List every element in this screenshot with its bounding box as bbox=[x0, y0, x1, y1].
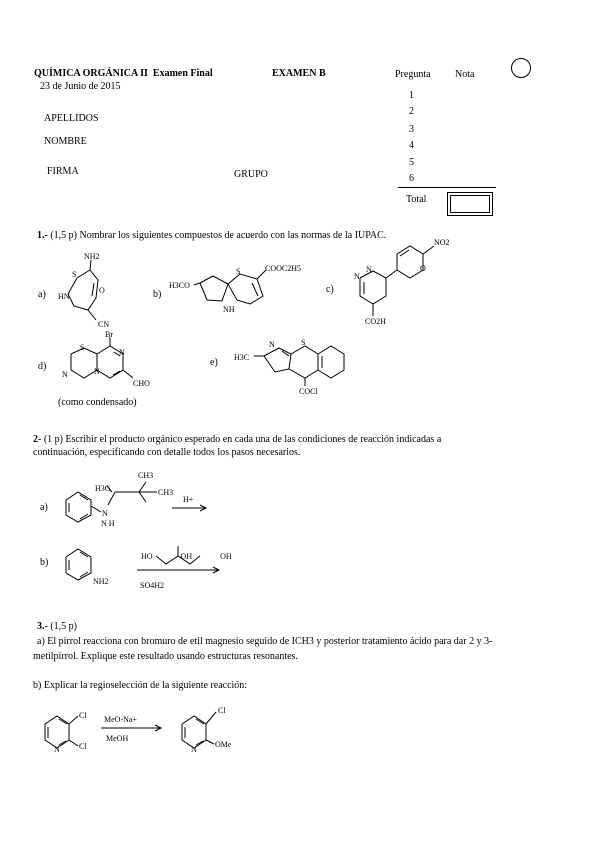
score-row: 6 bbox=[409, 173, 414, 184]
atom-label: Cl bbox=[218, 706, 226, 715]
atom-label: N bbox=[191, 745, 197, 754]
atom-label: CH3 bbox=[138, 471, 154, 480]
atom-label: CHO bbox=[133, 379, 150, 388]
atom-label: H3C bbox=[95, 484, 111, 493]
q1-d-note: (como condensado) bbox=[58, 397, 137, 408]
q1-label-e: e) bbox=[210, 357, 218, 368]
score-col-grade: Nota bbox=[455, 69, 475, 80]
q3-a-line2: metilpirrol. Explique este resultado usando estructuras resonantes. bbox=[33, 651, 298, 662]
q1-label-c: c) bbox=[326, 284, 334, 295]
reagent-h-plus: H+ bbox=[183, 495, 194, 504]
struct-b-thiane bbox=[228, 274, 263, 304]
reagent-methoxide: MeO-Na+ bbox=[104, 715, 137, 724]
atom-label: CN bbox=[98, 320, 110, 329]
q3-statement: 3.- (1,5 p) bbox=[37, 621, 78, 632]
struct-e-middle bbox=[289, 346, 318, 378]
atom-label: NH bbox=[223, 305, 235, 314]
atom-label: CH3 bbox=[158, 488, 174, 497]
atom-label: S bbox=[72, 270, 77, 279]
q3-reactant-ring bbox=[45, 716, 69, 748]
struct-c-pyridazine bbox=[360, 271, 386, 304]
atom-label: O bbox=[420, 264, 426, 273]
q2-statement-line1: 2- (1 p) Escribir el producto orgánico esperado en cada una de las condiciones de reacción indicadas a bbox=[33, 434, 442, 445]
struct-c-pyran bbox=[397, 246, 423, 278]
reagent-methanol: MeOH bbox=[106, 734, 129, 743]
atom-label: N bbox=[119, 348, 125, 357]
atom-label: CO2H bbox=[365, 317, 386, 326]
atom-label: Cl bbox=[79, 711, 87, 720]
atom-label: S bbox=[301, 338, 306, 347]
atom-label: N bbox=[54, 745, 60, 754]
total-divider bbox=[398, 187, 496, 188]
course-title: QUÍMICA ORGÁNICA II Examen Final bbox=[34, 68, 213, 79]
q1-label-d: d) bbox=[38, 361, 47, 372]
atom-label: OMe bbox=[215, 740, 232, 749]
q3-a-line1: a) El pirrol reacciona con bromuro de etil magnesio seguido de ICH3 y posterior tratamiento ácido para dar 2 y 3- bbox=[37, 636, 493, 647]
atom-label: NH2 bbox=[93, 577, 109, 586]
q2-label-a: a) bbox=[40, 502, 48, 513]
atom-label: N bbox=[354, 272, 360, 281]
field-nombre: NOMBRE bbox=[44, 136, 87, 147]
field-grupo: GRUPO bbox=[234, 169, 268, 180]
struct-e-triazole bbox=[264, 348, 291, 372]
atom-label: S bbox=[80, 343, 85, 352]
reagent-glycerol: HO OH OH bbox=[141, 552, 232, 561]
atom-label: COCl bbox=[299, 387, 318, 396]
total-box[interactable] bbox=[447, 192, 493, 216]
score-row: 3 bbox=[409, 124, 414, 135]
struct-b-pyrrolidine bbox=[200, 276, 228, 301]
struct-e-pyrimidine bbox=[318, 346, 344, 378]
score-col-question: Pregunta bbox=[395, 69, 431, 80]
atom-label: N bbox=[62, 370, 68, 379]
circle-mark bbox=[511, 58, 531, 78]
q1-label-a: a) bbox=[38, 289, 46, 300]
score-row: 1 bbox=[409, 90, 414, 101]
q2a-benzene bbox=[66, 492, 91, 522]
field-firma: FIRMA bbox=[47, 166, 79, 177]
score-row: 2 bbox=[409, 106, 414, 117]
q3-product-ring bbox=[182, 716, 206, 748]
q3-b-statement: b) Explicar la regioselección de la siguiente reacción: bbox=[33, 680, 248, 691]
atom-label: NO2 bbox=[434, 238, 450, 247]
q1-statement: 1.- (1,5 p) Nombrar los siguientes compuestos de acuerdo con las normas de la IUPAC. bbox=[37, 230, 387, 241]
atom-label: N bbox=[366, 265, 372, 274]
atom-label: Br bbox=[105, 330, 113, 339]
atom-label: S bbox=[236, 267, 241, 276]
exam-date: 23 de Junio de 2015 bbox=[40, 81, 121, 92]
score-total-label: Total bbox=[406, 194, 427, 205]
atom-label: N bbox=[269, 340, 275, 349]
atom-label: N bbox=[102, 509, 108, 518]
score-row: 5 bbox=[409, 157, 414, 168]
atom-label: NH2 bbox=[84, 252, 100, 261]
exam-code: EXAMEN B bbox=[272, 68, 326, 79]
score-row: 4 bbox=[409, 140, 414, 151]
atom-label: COOC2H5 bbox=[265, 264, 302, 273]
q2b-benzene bbox=[66, 549, 91, 580]
q2-statement-line2: continuación, especificando con detalle todos los pasos necesarios. bbox=[33, 447, 301, 458]
q1-label-b: b) bbox=[153, 289, 162, 300]
atom-label: HN bbox=[58, 292, 70, 301]
atom-label: O bbox=[99, 286, 105, 295]
reagent-sulfuric-acid: SO4H2 bbox=[140, 581, 165, 590]
atom-label: N bbox=[94, 367, 100, 376]
atom-label: H3CO bbox=[169, 281, 190, 290]
atom-label: N H bbox=[101, 519, 115, 528]
field-apellidos: APELLIDOS bbox=[44, 113, 99, 124]
q2-label-b: b) bbox=[40, 557, 49, 568]
atom-label: H3C bbox=[234, 353, 250, 362]
atom-label: Cl bbox=[79, 742, 87, 751]
